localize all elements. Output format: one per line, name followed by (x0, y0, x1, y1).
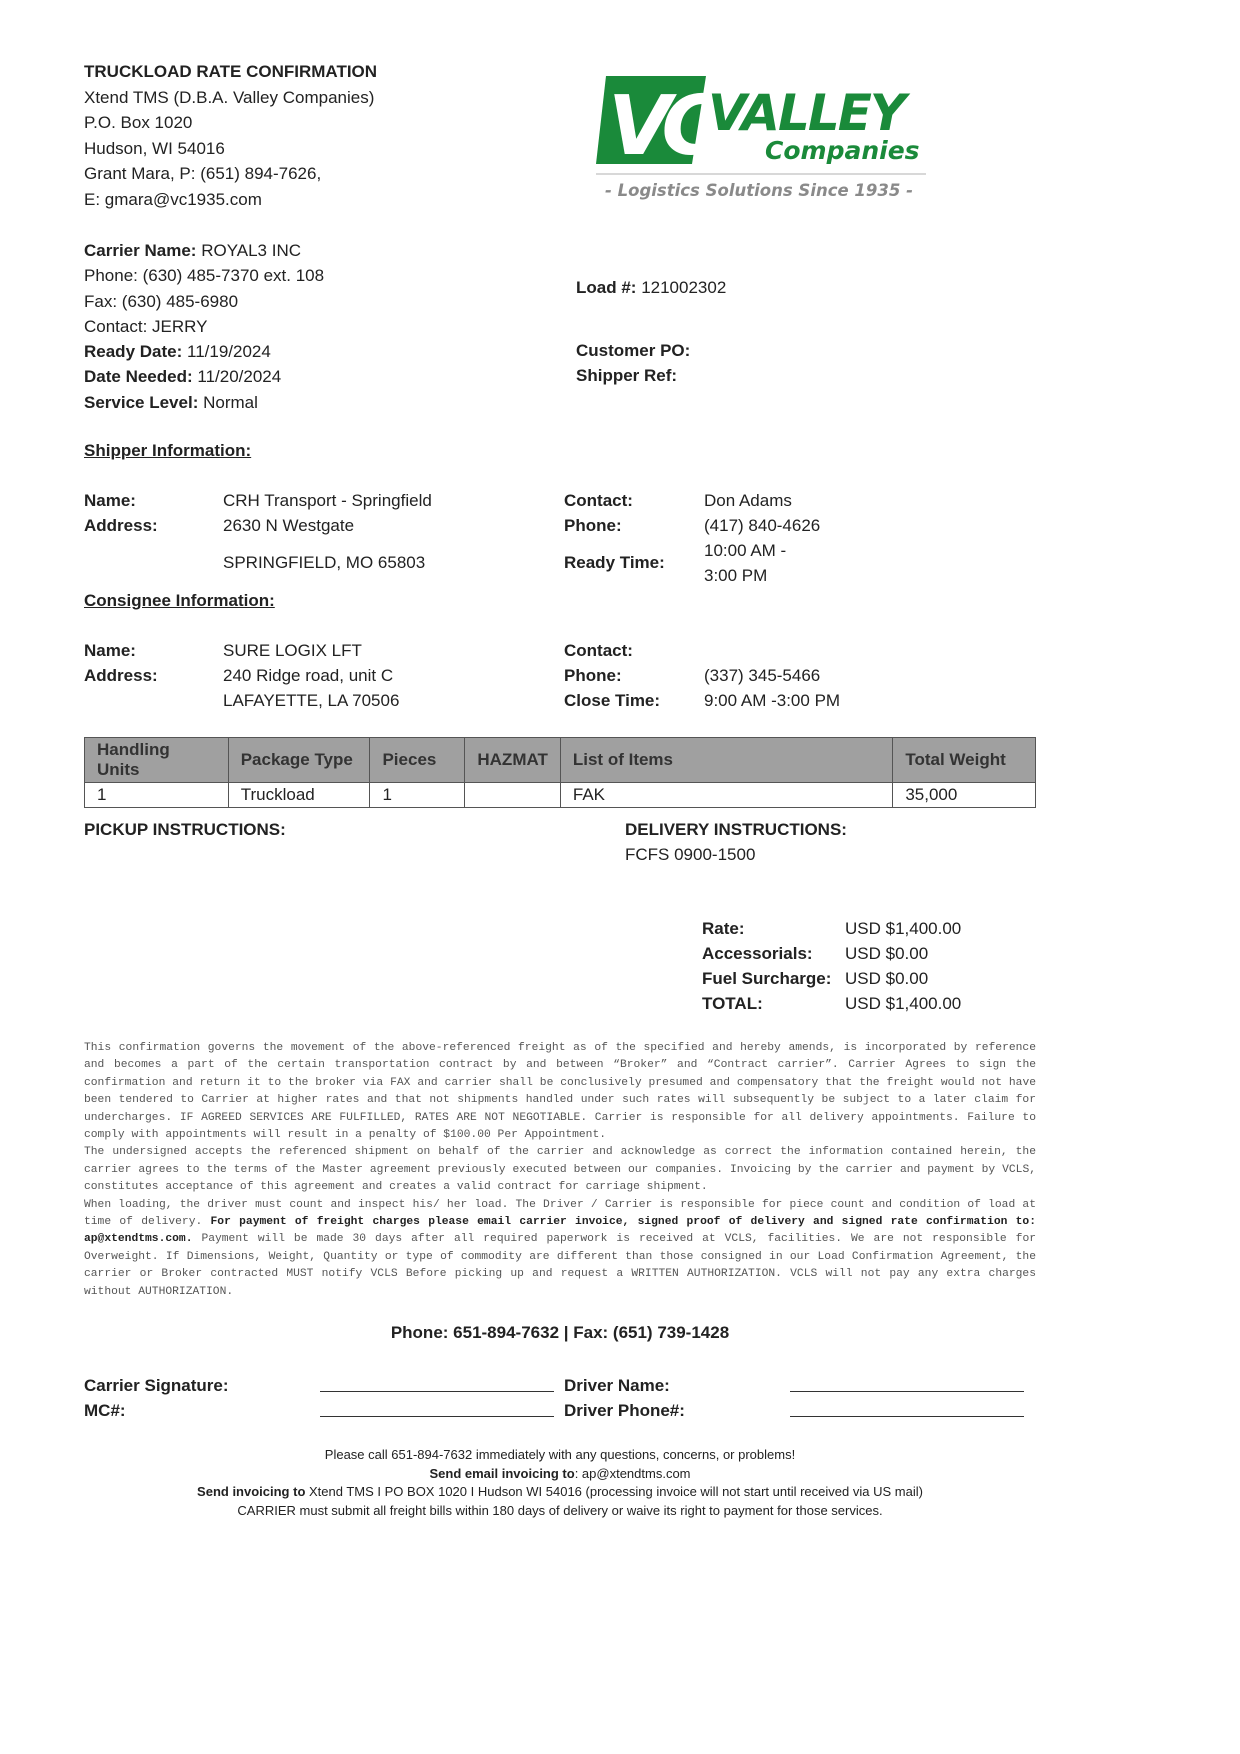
shipper-phone: (417) 840-4626 (704, 516, 821, 535)
phone-fax-line: Phone: 651-894-7632 | Fax: (651) 739-1428 (390, 1323, 730, 1342)
consignee-phone: (337) 345-5466 (704, 666, 821, 685)
shipper-address-line1: 2630 N Westgate (223, 516, 355, 535)
total-value: USD $1,400.00 (845, 994, 962, 1013)
driver-name-label: Driver Name: (564, 1376, 670, 1395)
consignee-address-line1: 240 Ridge road, unit C (223, 666, 394, 685)
rate-value: USD $1,400.00 (845, 919, 962, 938)
footer-mail-line (84, 1483, 1036, 1502)
valley-companies-logo (596, 72, 936, 202)
driver-phone-label: Driver Phone#: (564, 1401, 685, 1420)
cell-pieces: 1 (370, 783, 465, 808)
company-header (84, 59, 524, 212)
footer-email-value: : ap@xtendtms.com (574, 1465, 691, 1481)
shipper-contact: Don Adams (704, 491, 792, 510)
consignee-close-time-label: Close Time: (564, 691, 661, 710)
pickup-instructions-label: PICKUP INSTRUCTIONS: (84, 820, 286, 839)
carrier-fax: Fax: (630) 485-6980 (84, 291, 239, 311)
company-po-box: P.O. Box 1020 (84, 113, 193, 132)
shipper-heading: Shipper Information: (84, 441, 252, 460)
shipper-name-label: Name: (84, 491, 136, 510)
terms-paragraph-3 (84, 1197, 1036, 1301)
terms-p3-part3: Payment will be made 30 days after all required paperwork is received at VCLS, facilities. We are not responsible for Overweight. If Dimensions, Weight, Quantity or type of commodity are different than those consigned in our Load Confirmation Agreement, the carrier or Broker contracted MUST notify VCLS Before picking up and request a WRITTEN AUTHORIZATION. VCLS will not pay any extra charges without AUTHORIZATION. (84, 1233, 1037, 1298)
mc-number-label: MC#: (84, 1401, 126, 1420)
delivery-instructions-label: DELIVERY INSTRUCTIONS: (625, 820, 847, 839)
cell-list-of-items: FAK (560, 783, 892, 808)
accessorials-label: Accessorials: (702, 944, 813, 963)
items-table (84, 737, 1036, 808)
company-contact-email: E: gmara@vc1935.com (84, 189, 262, 209)
shipper-ready-time-start: 10:00 AM - (704, 541, 787, 560)
company-name: Xtend TMS (D.B.A. Valley Companies) (84, 87, 375, 107)
terms-and-conditions (84, 1040, 1036, 1301)
shipper-address-line2: SPRINGFIELD, MO 65803 (223, 553, 426, 572)
fuel-surcharge-label: Fuel Surcharge: (702, 969, 832, 988)
col-pieces: Pieces (370, 738, 465, 783)
terms-paragraph-1: This confirmation governs the movement of the above-referenced freight as of the specified and hereby amends, is incorporated by reference and becomes a part of the certain transportation contract by and between “Broker” and “Contract carrier”. Carrier Agrees to sign the confirmation and return it to the broker via FAX and carrier shall be conclusively presumed and compensatory that the freight would not have been tendered to Carrier at higher rates and that not shipments handled under such rates will subsequently be subject to a later claim for undercharges. IF AGREED SERVICES ARE FULFILLED, RATES ARE NOT NEGOTIABLE. Carrier is responsible for all delivery appointments. Failure to comply with appointments will result in a penalty of $100.00 Per Appointment. (84, 1042, 1036, 1142)
carrier-signature-label: Carrier Signature: (84, 1376, 229, 1395)
total-label: TOTAL: (702, 994, 763, 1013)
shipper-address-label: Address: (84, 516, 158, 535)
footer-email-line (84, 1465, 1036, 1484)
carrier-contact: Contact: JERRY (84, 316, 208, 336)
footer-call-line: Please call 651-894-7632 immediately with any questions, concerns, or problems! (324, 1447, 796, 1462)
cell-total-weight: 35,000 (893, 783, 1036, 808)
col-package-type: Package Type (228, 738, 370, 783)
total-row (702, 991, 961, 1016)
consignee-close-time: 9:00 AM -3:00 PM (704, 691, 841, 710)
load-number (576, 275, 726, 300)
company-city: Hudson, WI 54016 (84, 138, 225, 158)
shipper-name: CRH Transport - Springfield (223, 491, 432, 510)
consignee-contact-label: Contact: (564, 641, 633, 660)
col-total-weight: Total Weight (893, 738, 1036, 783)
ready-date-label: Ready Date: (84, 342, 183, 362)
carrier-info (84, 238, 324, 415)
shipper-ready-time-end: 3:00 PM (704, 566, 768, 585)
consignee-phone-label: Phone: (564, 666, 622, 685)
date-needed: 11/20/2024 (197, 367, 282, 387)
carrier-phone: Phone: (630) 485-7370 ext. 108 (84, 266, 325, 286)
terms-p3-part1: When loading, the driver must count and inspect his/ her load. The Driver / Carrier is responsible for piece count and condition of load at time of delivery. (84, 1198, 1036, 1229)
footer-mail-label: Send invoicing to (197, 1484, 306, 1500)
items-table-header (85, 738, 1036, 783)
fuel-surcharge-value: USD $0.00 (845, 969, 929, 988)
footer (84, 1446, 1036, 1520)
document-title: TRUCKLOAD RATE CONFIRMATION (84, 62, 378, 81)
load-number-label: Load #: (576, 278, 637, 297)
consignee-address-label: Address: (84, 666, 158, 685)
service-level-label: Service Level: (84, 392, 199, 412)
consignee-name: SURE LOGIX LFT (223, 641, 362, 660)
consignee-address-line2: LAFAYETTE, LA 70506 (223, 691, 400, 710)
col-hazmat: HAZMAT (465, 738, 561, 783)
footer-mail-value: Xtend TMS I PO BOX 1020 I Hudson WI 54016 (processing invoice will not start until received via US mail) (305, 1484, 923, 1500)
logo-graphic-icon (596, 72, 936, 202)
terms-p3-payment-bold: For payment of freight charges please email carrier invoice, signed proof of delivery and signed rate confirmation to: ap@xtendtms.com. (84, 1216, 1036, 1246)
cell-package-type: Truckload (228, 783, 370, 808)
company-contact-phone: Grant Mara, P: (651) 894-7626, (84, 164, 322, 183)
shipper-ready-time-label: Ready Time: (564, 553, 665, 572)
service-level: Normal (203, 392, 258, 412)
delivery-instructions: FCFS 0900-1500 (625, 845, 756, 864)
svg-text:VC: VC (608, 79, 712, 174)
carrier-name-label: Carrier Name: (84, 241, 197, 260)
cell-hazmat (465, 783, 561, 808)
fuel-surcharge-row (702, 966, 961, 991)
table-row (85, 783, 1036, 808)
shipper-phone-label: Phone: (564, 516, 622, 535)
svg-text:Companies: Companies (765, 136, 920, 165)
consignee-heading: Consignee Information: (84, 591, 275, 610)
carrier-signature-line[interactable] (320, 1391, 554, 1392)
col-handling-units: Handling Units (85, 738, 229, 783)
date-needed-label: Date Needed: (84, 367, 193, 387)
footer-email-label: Send email invoicing to (429, 1465, 575, 1481)
rate-row (702, 916, 961, 941)
customer-po-label: Customer PO: (576, 341, 691, 360)
accessorials-value: USD $0.00 (845, 944, 929, 963)
rates-table (702, 916, 961, 1016)
shipper-ref-label: Shipper Ref: (576, 366, 678, 385)
mc-number-line[interactable] (320, 1416, 554, 1417)
cell-handling-units: 1 (85, 783, 229, 808)
driver-phone-line[interactable] (790, 1416, 1024, 1417)
svg-text:- Logistics Solutions Since 19: - Logistics Solutions Since 1935 - (605, 181, 913, 200)
shipper-contact-label: Contact: (564, 491, 633, 510)
rate-label: Rate: (702, 919, 745, 938)
accessorials-row (702, 941, 961, 966)
load-number-value: 121002302 (641, 278, 727, 297)
reference-fields (576, 338, 690, 388)
terms-paragraph-2: The undersigned accepts the referenced shipment on behalf of the carrier and acknowledge as correct the information contained herein, the carrier agrees to the terms of the Master agreement previously executed between our companies. Invoicing by the carrier and payment by VCLS, constitutes acceptance of this agreement and creates a valid contract for carriage shipment. (84, 1146, 1036, 1194)
consignee-name-label: Name: (84, 641, 136, 660)
driver-name-line[interactable] (790, 1391, 1024, 1392)
col-list-of-items: List of Items (560, 738, 892, 783)
carrier-name: ROYAL3 INC (201, 241, 302, 260)
svg-text:VALLEY: VALLEY (708, 84, 905, 142)
ready-date: 11/19/2024 (187, 342, 271, 362)
footer-180-days-line: CARRIER must submit all freight bills within 180 days of delivery or waive its right to payment for those services. (237, 1502, 883, 1518)
